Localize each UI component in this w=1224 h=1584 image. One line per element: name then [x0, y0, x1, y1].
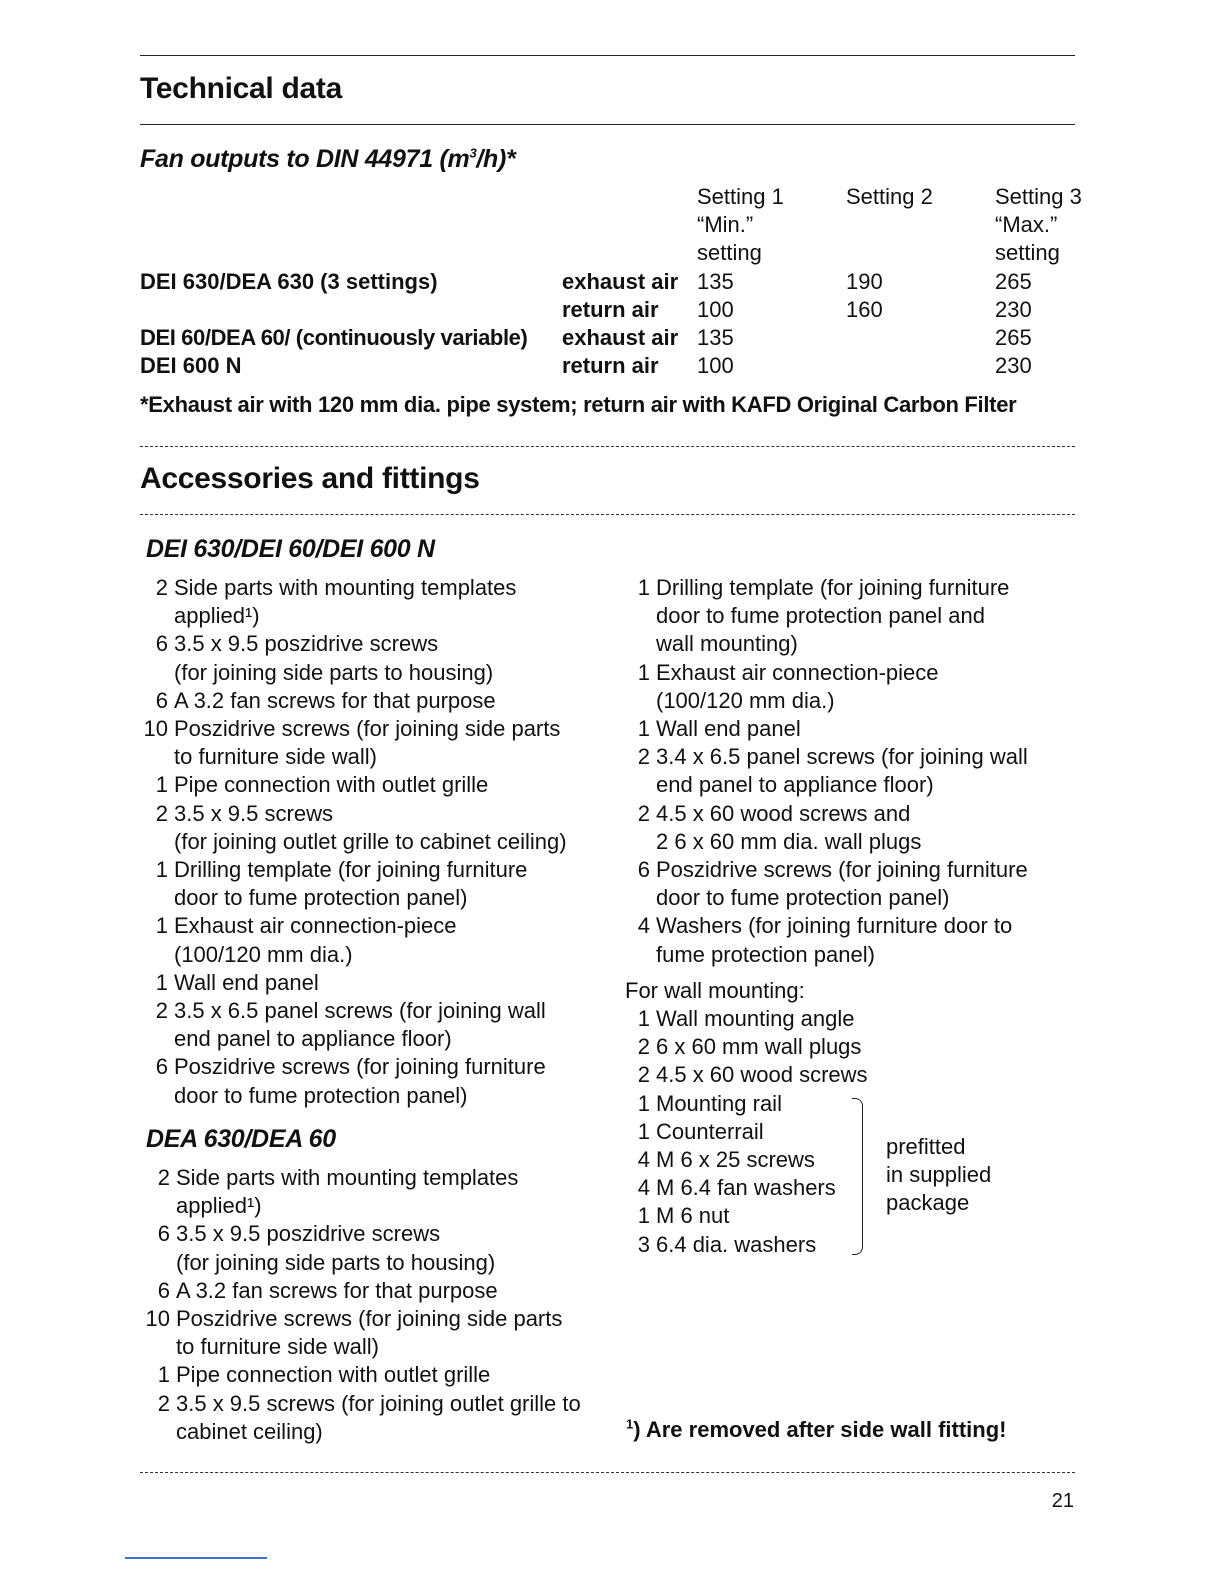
- accessories-top-rule: [140, 446, 1075, 447]
- item-line: Washers (for joining furniture door to: [656, 913, 1013, 939]
- group1-title: DEI 630/DEI 60/DEI 600 N: [146, 535, 435, 563]
- item-quantity: 6: [637, 857, 650, 883]
- group1-list: [140, 574, 610, 1110]
- row-setting-1: 135: [697, 269, 734, 294]
- item-quantity: 2: [637, 800, 650, 826]
- page-number: 21: [1051, 1490, 1074, 1512]
- col-header-setting-2: Setting 2: [846, 184, 933, 209]
- item-description: [656, 1061, 870, 1089]
- top-rule: [140, 55, 1075, 56]
- item-line: Wall mounting angle: [656, 1006, 855, 1031]
- row-air-type: exhaust air: [562, 269, 679, 294]
- item-quantity: 2: [155, 575, 168, 600]
- item-line: wall mounting): [656, 631, 798, 657]
- technical-title-rule: [140, 124, 1075, 125]
- item-quantity: 1: [637, 1203, 650, 1229]
- item-line: Exhaust air connection-piece: [656, 659, 939, 685]
- item-line: Wall end panel: [656, 716, 801, 742]
- item-line: 3.5 x 9.5 poszidrive screws: [176, 1221, 441, 1247]
- item-line: (for joining side parts to housing): [176, 1249, 496, 1275]
- item-line: end panel to appliance floor): [656, 772, 934, 798]
- item-line: fume protection panel): [656, 941, 875, 967]
- item-quantity: 2: [637, 1034, 650, 1060]
- item-quantity: 4: [637, 1147, 650, 1173]
- item-description: [174, 715, 610, 771]
- item-line: Pipe connection with outlet grille: [176, 1362, 491, 1388]
- col-header-setting-3: Setting 3 “Max.” setting: [995, 184, 1082, 265]
- item-description: [174, 1053, 610, 1109]
- list-item: [620, 743, 1060, 799]
- technical-data-title: Technical data: [140, 72, 342, 105]
- col-header-setting-1: Setting 1 “Min.” setting: [697, 184, 784, 265]
- item-description: [176, 1305, 610, 1361]
- item-quantity: 1: [157, 1362, 170, 1388]
- prefitted-note: prefitted in supplied package: [886, 1134, 992, 1215]
- item-line: 4.5 x 60 wood screws and: [656, 800, 911, 826]
- item-description: [656, 659, 1060, 715]
- item-description: [656, 1174, 870, 1202]
- item-quantity: 1: [637, 1090, 650, 1116]
- row-air-type: return air: [562, 297, 659, 322]
- item-description: [174, 969, 610, 997]
- item-quantity: 10: [145, 1306, 170, 1332]
- row-setting-1: 100: [697, 353, 734, 378]
- item-line: A 3.2 fan screws for that purpose: [174, 687, 496, 713]
- item-quantity: 1: [155, 969, 168, 995]
- wall-mounting-heading: For wall mounting:: [625, 978, 805, 1003]
- list-item: [140, 1220, 610, 1276]
- list-item: [620, 1146, 870, 1174]
- list-item: [620, 800, 1060, 856]
- item-line: Mounting rail: [656, 1090, 782, 1116]
- list-item: [140, 1305, 610, 1361]
- item-quantity: 1: [637, 716, 650, 742]
- list-item: [620, 912, 1060, 968]
- item-line: (100/120 mm dia.): [656, 687, 835, 713]
- list-item: [620, 1231, 870, 1259]
- row-setting-3: 265: [995, 269, 1032, 294]
- item-line: Pipe connection with outlet grille: [174, 772, 489, 798]
- list-item: [620, 1090, 870, 1118]
- item-line: door to fume protection panel): [174, 885, 468, 911]
- item-quantity: 6: [157, 1277, 170, 1303]
- list-item: [140, 856, 610, 912]
- item-quantity: 2: [157, 1390, 170, 1416]
- item-line: 3.5 x 9.5 screws: [174, 800, 333, 826]
- item-line: A 3.2 fan screws for that purpose: [176, 1277, 498, 1303]
- item-quantity: 1: [155, 857, 168, 883]
- item-description: [174, 800, 610, 856]
- item-line: M 6 x 25 screws: [656, 1147, 815, 1173]
- list-item: [620, 1174, 870, 1202]
- row-setting-3: 265: [995, 325, 1032, 350]
- item-description: [174, 856, 610, 912]
- item-description: [656, 1033, 870, 1061]
- item-quantity: 2: [637, 1062, 650, 1088]
- list-item: [620, 1202, 870, 1230]
- item-description: [176, 1390, 610, 1446]
- list-item: [140, 771, 610, 799]
- row-setting-2: 160: [846, 297, 883, 322]
- list-item: [620, 659, 1060, 715]
- item-line: Drilling template (for joining furniture: [174, 857, 528, 883]
- item-quantity: 1: [155, 913, 168, 939]
- group3-list: [620, 574, 1060, 969]
- list-item: [620, 715, 1060, 743]
- item-line: (for joining outlet grille to cabinet ceiling): [174, 828, 567, 854]
- item-description: [656, 1118, 870, 1146]
- item-quantity: 6: [157, 1221, 170, 1247]
- item-line: 6.4 dia. washers: [656, 1231, 817, 1257]
- prefitted-brace: [852, 1098, 863, 1255]
- fan-outputs-title: Fan outputs to DIN 44971 $(m^3/h)*$: [140, 145, 516, 173]
- item-quantity: 4: [637, 913, 650, 939]
- list-item: [620, 1033, 870, 1061]
- item-line: Poszidrive screws (for joining furniture: [656, 857, 1028, 883]
- item-description: [176, 1361, 610, 1389]
- group2-title: DEA 630/DEA 60: [146, 1125, 336, 1153]
- item-description: [176, 1277, 610, 1305]
- list-item: [140, 574, 610, 630]
- removal-note: $^1$) Are removed after side wall fitting!: [626, 1416, 1007, 1442]
- item-quantity: 4: [637, 1175, 650, 1201]
- item-description: [656, 912, 1060, 968]
- row-air-type: return air: [562, 353, 659, 378]
- accessories-title-rule: [140, 514, 1075, 515]
- item-quantity: 2: [155, 998, 168, 1024]
- row-setting-3: 230: [995, 353, 1032, 378]
- item-description: [656, 1231, 870, 1259]
- item-line: Drilling template (for joining furniture: [656, 575, 1010, 600]
- item-line: 6 x 60 mm wall plugs: [656, 1034, 862, 1060]
- item-line: cabinet ceiling): [176, 1418, 323, 1444]
- item-quantity: 6: [155, 687, 168, 713]
- item-quantity: 1: [637, 1006, 650, 1031]
- list-item: [140, 1277, 610, 1305]
- item-line: to furniture side wall): [176, 1334, 379, 1360]
- item-quantity: 6: [155, 1054, 168, 1080]
- item-description: [174, 912, 610, 968]
- item-line: Poszidrive screws (for joining side parts: [176, 1306, 563, 1332]
- list-item: [140, 912, 610, 968]
- item-quantity: 1: [155, 772, 168, 798]
- list-item: [140, 1053, 610, 1109]
- item-description: [656, 743, 1060, 799]
- list-item: [140, 1361, 610, 1389]
- item-description: [174, 687, 610, 715]
- item-quantity: 1: [637, 575, 650, 600]
- item-quantity: 2: [157, 1165, 170, 1190]
- item-description: [656, 1090, 870, 1118]
- item-line: Exhaust air connection-piece: [174, 913, 457, 939]
- row-setting-1: 135: [697, 325, 734, 350]
- item-line: 3.4 x 6.5 panel screws (for joining wall: [656, 744, 1028, 770]
- item-description: [656, 715, 1060, 743]
- item-description: [174, 771, 610, 799]
- list-item: [140, 1164, 610, 1220]
- item-line: 2 6 x 60 mm dia. wall plugs: [656, 828, 922, 854]
- list-item: [140, 997, 610, 1053]
- item-description: [656, 1202, 870, 1230]
- item-description: [656, 574, 1060, 659]
- list-item: [620, 1061, 870, 1089]
- item-description: [656, 1005, 870, 1033]
- row-model: DEI 630/DEA 630 (3 settings): [140, 269, 438, 294]
- item-description: [656, 1146, 870, 1174]
- item-line: 3.5 x 9.5 poszidrive screws: [174, 631, 439, 657]
- list-item: [140, 630, 610, 686]
- item-line: 4.5 x 60 wood screws: [656, 1062, 868, 1088]
- item-quantity: 2: [637, 744, 650, 770]
- list-item: [140, 715, 610, 771]
- list-item: [620, 1005, 870, 1033]
- item-line: (for joining side parts to housing): [174, 659, 494, 685]
- group2-list: [140, 1164, 610, 1446]
- row-setting-3: 230: [995, 297, 1032, 322]
- item-line: door to fume protection panel): [656, 885, 950, 911]
- list-item: [140, 1390, 610, 1446]
- item-quantity: 2: [155, 800, 168, 826]
- list-item: [140, 687, 610, 715]
- accessories-title: Accessories and fittings: [140, 462, 480, 495]
- list-item: [140, 969, 610, 997]
- item-line: Wall end panel: [174, 969, 319, 995]
- item-description: [176, 1220, 610, 1276]
- item-line: M 6 nut: [656, 1203, 730, 1229]
- wall-mounting-list: [620, 1005, 870, 1259]
- item-line: door to fume protection panel): [174, 1082, 468, 1108]
- item-line: M 6.4 fan washers: [656, 1175, 836, 1201]
- item-line: 3.5 x 6.5 panel screws (for joining wall: [174, 998, 546, 1024]
- item-description: [174, 997, 610, 1053]
- item-line: to furniture side wall): [174, 744, 377, 770]
- item-description: [656, 800, 1060, 856]
- item-quantity: 1: [637, 1118, 650, 1144]
- bottom-rule: [140, 1472, 1075, 1473]
- item-line: Side parts with mounting templates: [176, 1165, 519, 1190]
- list-item: [140, 800, 610, 856]
- list-item: [620, 856, 1060, 912]
- item-line: (100/120 mm dia.): [174, 941, 353, 967]
- row-air-type: exhaust air: [562, 325, 679, 350]
- item-description: [174, 630, 610, 686]
- row-model: DEI 60/DEA 60/ (continuously variable): [140, 325, 528, 350]
- item-line: Side parts with mounting templates: [174, 575, 517, 600]
- blue-underline: [125, 1557, 267, 1559]
- item-description: [174, 574, 610, 630]
- item-line: Counterrail: [656, 1118, 764, 1144]
- item-line: 3.5 x 9.5 screws (for joining outlet grille to: [176, 1390, 581, 1416]
- item-line: door to fume protection panel and: [656, 603, 986, 629]
- row-setting-1: 100: [697, 297, 734, 322]
- item-line: applied¹): [174, 603, 260, 629]
- fan-output-footnote: *Exhaust air with 120 mm dia. pipe system; return air with KAFD Original Carbon Filter: [140, 392, 1017, 417]
- item-line: end panel to appliance floor): [174, 1026, 452, 1052]
- item-quantity: 3: [637, 1231, 650, 1257]
- item-description: [176, 1164, 610, 1220]
- row-model: DEI 600 N: [140, 353, 242, 378]
- row-setting-2: 190: [846, 269, 883, 294]
- item-quantity: 10: [143, 716, 168, 742]
- list-item: [620, 1118, 870, 1146]
- item-line: Poszidrive screws (for joining side parts: [174, 716, 561, 742]
- list-item: [620, 574, 1060, 659]
- item-description: [656, 856, 1060, 912]
- item-line: applied¹): [176, 1193, 262, 1219]
- item-quantity: 1: [637, 659, 650, 685]
- item-line: Poszidrive screws (for joining furniture: [174, 1054, 546, 1080]
- item-quantity: 6: [155, 631, 168, 657]
